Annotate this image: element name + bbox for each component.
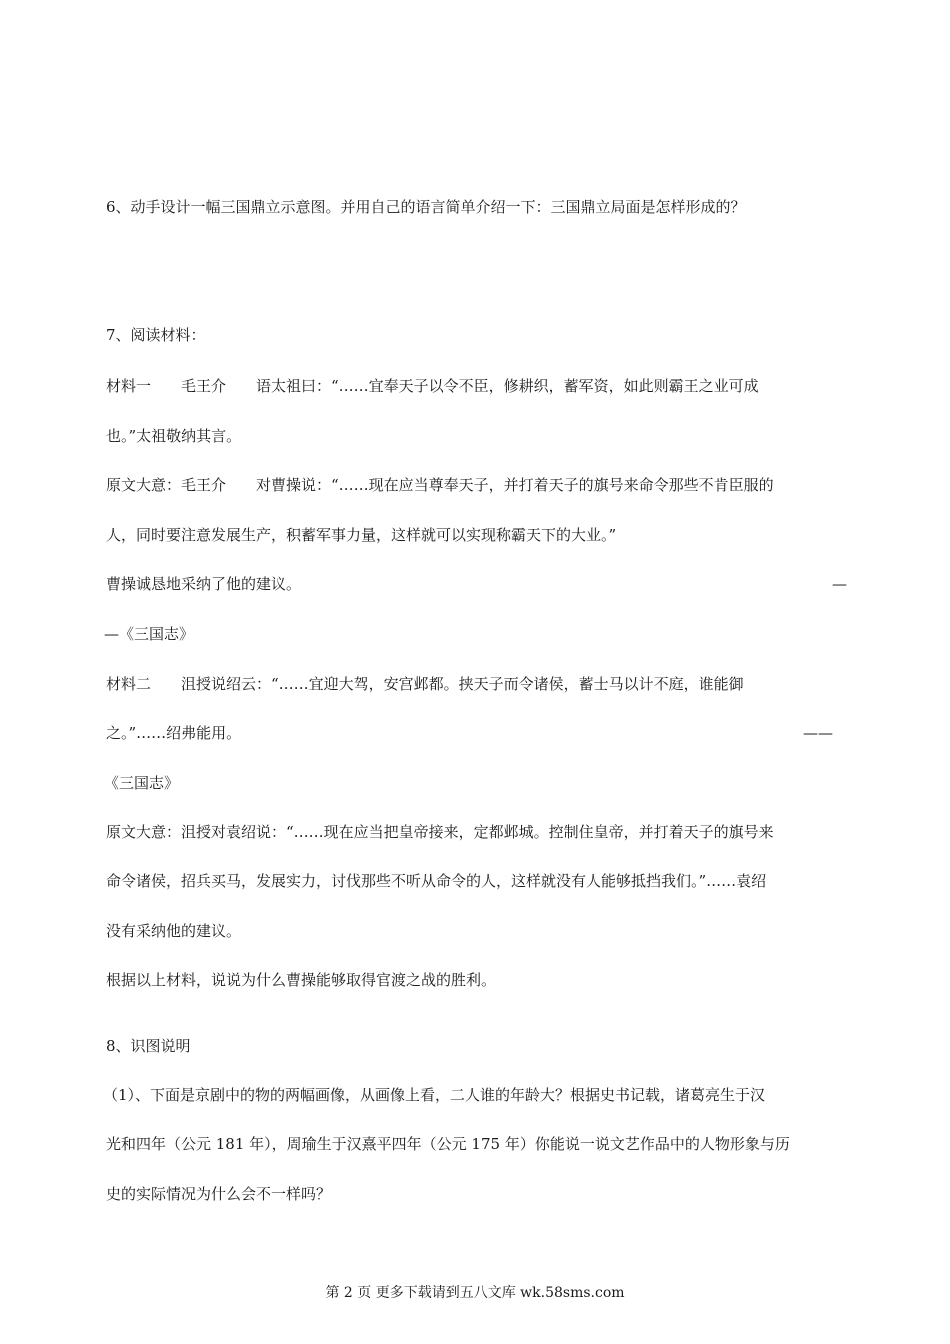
question-6: 6、动手设计一幅三国鼎立示意图。并用自己的语言简单介绍一下：三国鼎立局面是怎样形成的？ bbox=[106, 198, 746, 216]
material-1-line-2: 也。”太祖敬纳其言。 bbox=[106, 427, 242, 445]
translation-2-line-3: 没有采纳他的建议。 bbox=[106, 922, 242, 940]
question-8-part-1-line-3: 史的实际情况为什么会不一样吗？ bbox=[106, 1185, 332, 1203]
question-8-part-1-line-2: 光和四年（公元 181 年），周瑜生于汉熹平四年（公元 175 年）你能说一说文艺作品中的人物形象与历 bbox=[106, 1135, 790, 1153]
source-dash-2: —— bbox=[803, 724, 833, 742]
source-1: —《三国志》 bbox=[104, 625, 195, 643]
source-dash-1: — bbox=[832, 575, 847, 593]
page-footer: 第 2 页 更多下载请到五八文库 wk.58sms.com bbox=[325, 1285, 625, 1301]
material-1-line-1: 材料一 毛王介 语太祖曰：“……宜奉天子以令不臣，修耕织，蓄军资，如此则霸王之业可成 bbox=[106, 377, 759, 395]
material-2-line-2: 之。”……绍弗能用。 bbox=[106, 724, 242, 742]
source-2: 《三国志》 bbox=[104, 774, 180, 792]
question-7-title: 7、阅读材料： bbox=[106, 326, 206, 344]
translation-1-line-3: 曹操诚恳地采纳了他的建议。 bbox=[106, 575, 302, 593]
question-8-title: 8、识图说明 bbox=[106, 1037, 191, 1055]
translation-2-line-2: 命令诸侯，招兵买马，发展实力，讨伐那些不听从命令的人，这样就没有人能够抵挡我们。”……袁绍 bbox=[106, 872, 767, 890]
question-8-part-1-line-1: （1）、下面是京剧中的物的两幅画像，从画像上看，二人谁的年龄大？根据史书记载，诸葛亮生于汉 bbox=[103, 1086, 766, 1104]
translation-1-line-2: 人，同时要注意发展生产，积蓄军事力量，这样就可以实现称霸天下的大业。” bbox=[106, 526, 617, 544]
question-7-prompt: 根据以上材料，说说为什么曹操能够取得官渡之战的胜利。 bbox=[106, 971, 497, 989]
material-2-line-1: 材料二 沮授说绍云：“……宜迎大驾，安宫邺都。挟天子而令诸侯，蓄士马以计不庭，谁能御 bbox=[106, 675, 744, 693]
translation-2-line-1: 原文大意：沮授对袁绍说：“……现在应当把皇帝接来，定都邺城。控制住皇帝，并打着天子的旗号来 bbox=[106, 823, 774, 841]
translation-1-line-1: 原文大意：毛王介 对曹操说：“……现在应当尊奉天子，并打着天子的旗号来命令那些不肯臣服的 bbox=[106, 476, 774, 494]
